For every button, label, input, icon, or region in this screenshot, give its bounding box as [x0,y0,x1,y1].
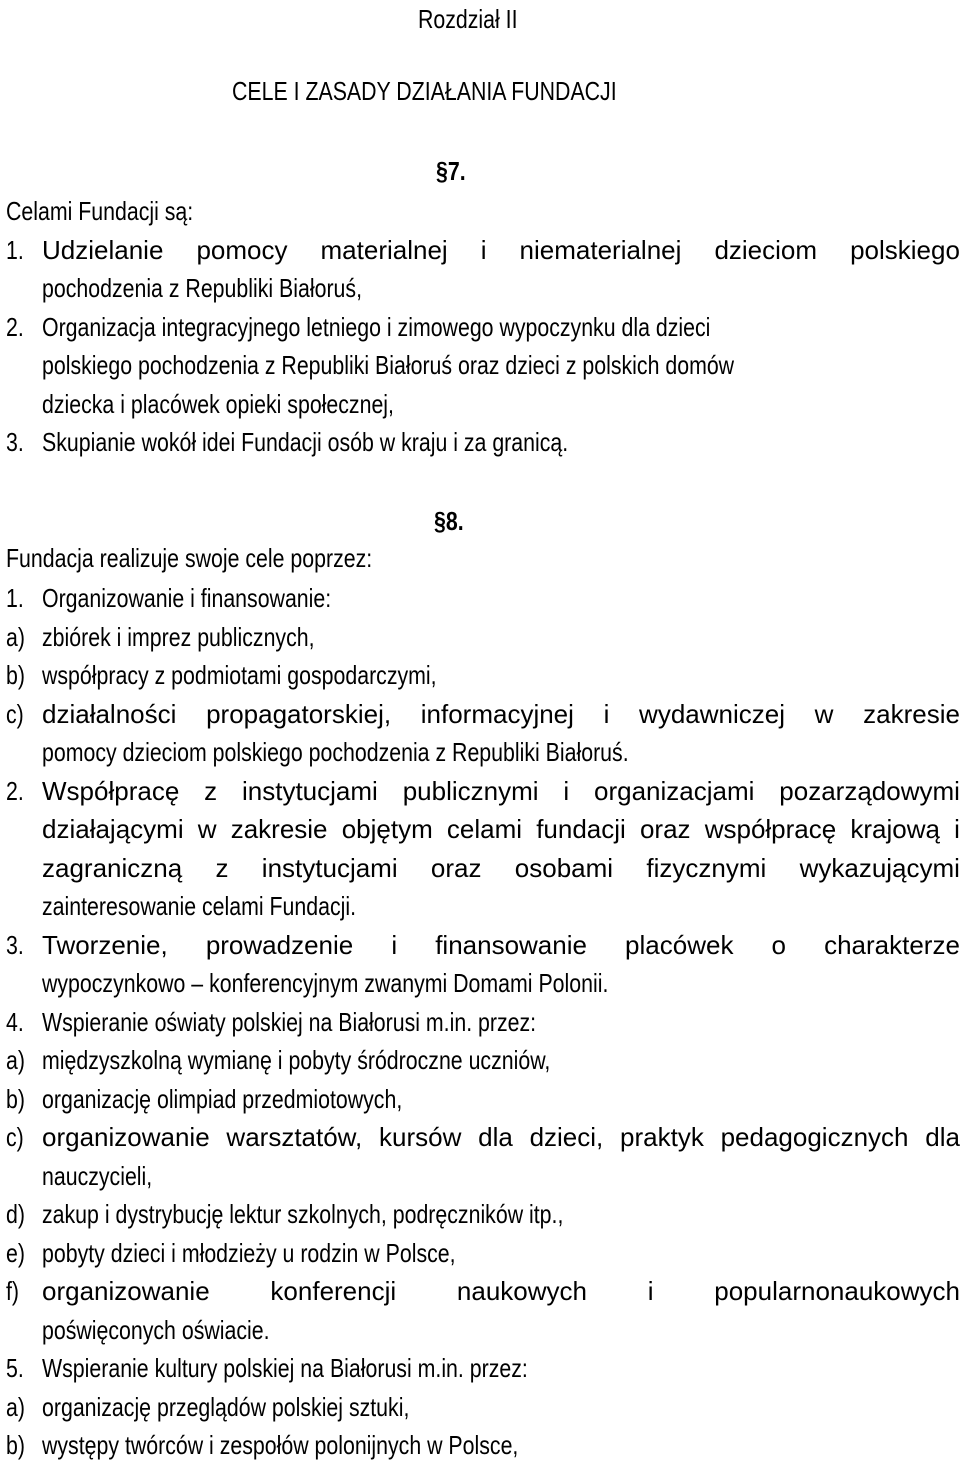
list-item: b) organizację olimpiad przedmiotowych, [6,1084,403,1114]
word: niematerialnej [519,235,682,265]
justified-line [42,235,960,265]
section-8-intro: Fundacja realizuje swoje cele poprzez: [6,543,373,573]
word: polskiego [850,235,960,265]
item-line: pochodzenia z Republiki Białoruś, [42,273,362,303]
item-marker: 3. [6,427,24,457]
chapter-subtitle: CELE I ZASADY DZIAŁANIA FUNDACJI [232,76,617,106]
justified-line: Współpracę z instytucjami publicznymi i organizacjami pozarządowymi [42,776,960,806]
list-item-continuation: nauczycieli, [42,1161,153,1191]
list-item: 1. Organizowanie i finansowanie: [6,583,332,613]
section-7-intro: Celami Fundacji są: [6,196,194,226]
item-line: dziecka i placówek opieki społecznej, [42,389,394,419]
list-item: 5. Wspieranie kultury polskiej na Białorusi m.in. przez: [6,1353,528,1383]
list-item: a) międzyszkolną wymianę i pobyty śródroczne uczniów, [6,1045,551,1075]
item-line: Organizacja integracyjnego letniego i zimowego wypoczynku dla dzieci [42,312,711,342]
word: dzieciom [714,235,818,265]
item-marker: 1. [6,235,24,265]
list-item: f) [6,1276,20,1306]
list-item-continuation: wypoczynkowo – konferencyjnym zwanymi Domami Polonii. [42,968,609,998]
section-8-heading: §8. [434,506,464,536]
item-line: Skupianie wokół idei Fundacji osób w kraju i za granicą. [42,427,569,457]
list-item-continuation: poświęconych oświacie. [42,1315,270,1345]
list-item: e) pobyty dzieci i młodzieży u rodzin w Polsce, [6,1238,456,1268]
word: Udzielanie [42,235,164,265]
justified-line: Tworzenie, prowadzenie i finansowanie placówek o charakterze [42,930,960,960]
item-marker: 2. [6,312,24,342]
chapter-title: Rozdział II [418,4,518,34]
list-item-continuation: pomocy dzieciom polskiego pochodzenia z Republiki Białoruś. [42,737,629,767]
list-item: d) zakup i dystrybucję lektur szkolnych, podręczników itp., [6,1199,564,1229]
list-item: a) zbiórek i imprez publicznych, [6,622,315,652]
word: materialnej [320,235,448,265]
section-7-heading: §7. [436,156,466,186]
list-item: b) współpracy z podmiotami gospodarczymi, [6,660,437,690]
list-item: c) [6,1122,24,1152]
list-item-continuation: zainteresowanie celami Fundacji. [42,891,357,921]
justified-line: organizowanie konferencji naukowych i popularnonaukowych [42,1276,960,1306]
justified-line: zagraniczną z instytucjami oraz osobami fizycznymi wykazującymi [42,853,960,883]
justified-line: organizowanie warsztatów, kursów dla dzieci, praktyk pedagogicznych dla [42,1122,960,1152]
justified-line: działalności propagatorskiej, informacyjnej i wydawniczej w zakresie [42,699,960,729]
justified-line: działającymi w zakresie objętym celami fundacji oraz współpracę krajową i [42,814,960,844]
list-item: b) występy twórców i zespołów polonijnych w Polsce, [6,1430,519,1460]
word: i [480,235,487,265]
list-item: 2. [6,776,24,806]
list-item: c) [6,699,24,729]
list-item: 4. Wspieranie oświaty polskiej na Białorusi m.in. przez: [6,1007,537,1037]
word: pomocy [196,235,288,265]
list-item: 3. [6,930,24,960]
item-line: polskiego pochodzenia z Republiki Białoruś oraz dzieci z polskich domów [42,350,735,380]
list-item: a) organizację przeglądów polskiej sztuki, [6,1392,410,1422]
